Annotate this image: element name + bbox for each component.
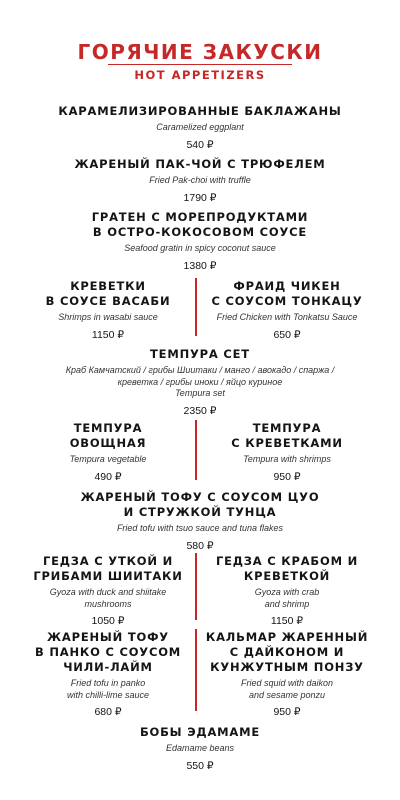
section-title: ГОРЯЧИЕ ЗАКУСКИ — [77, 40, 323, 64]
dish-name-ru: ФРАИД ЧИКЕН С СОУСОМ ТОНКАЦУ — [211, 279, 363, 308]
dish-name-ru: ТЕМПУРА С КРЕВЕТКАМИ — [231, 421, 343, 450]
menu-item — [30, 157, 370, 204]
dish-name-en: Shrimps in wasabi sauce — [58, 312, 158, 322]
dish-name-ru: ЖАРЕНЫЙ ТОФУ С СОУСОМ ЦУО И СТРУЖКОЙ ТУНЦА — [80, 490, 320, 519]
dish-price: 650 ₽ — [273, 328, 301, 341]
dish-name-en: Tempura with shrimps — [243, 454, 331, 464]
dish-name-en: Gyoza with duck and shiitake mushrooms — [49, 587, 167, 609]
dish-name-ru: КАЛЬМАР ЖАРЕННЫЙ С ДАЙКОНОМ И КУНЖУТНЫМ ПОНЗУ — [205, 630, 369, 674]
dish-name-ru: ГЕДЗА С УТКОЙ И ГРИБАМИ ШИИТАКИ — [33, 554, 183, 583]
dish-name-en: Fried squid with daikon and sesame ponzu — [240, 678, 334, 700]
dish-price: 1790 ₽ — [183, 191, 217, 204]
dish-price: 680 ₽ — [94, 706, 122, 718]
column-divider — [195, 420, 197, 480]
menu-item — [202, 554, 372, 627]
title-divider — [108, 64, 292, 65]
dish-name-en: Edamame beans — [165, 743, 235, 753]
dish-name-en: Seafood gratin in spicy coconut sauce — [124, 243, 276, 253]
dish-price: 550 ₽ — [186, 759, 214, 772]
dish-name-en: Fried tofu in panko with chilli-lime sauce — [66, 678, 150, 700]
dish-price: 1380 ₽ — [183, 259, 217, 272]
dish-price: 1150 ₽ — [91, 328, 125, 341]
dish-name-ru: ЖАРЕНЫЙ ПАК-ЧОЙ С ТРЮФЕЛЕМ — [74, 157, 326, 171]
menu-item — [20, 347, 380, 417]
dish-name-en: Gyoza with crab and shrimp — [254, 587, 320, 609]
dish-name-en: Tempura vegetable — [69, 454, 147, 464]
menu-item — [30, 725, 370, 772]
menu-item — [28, 279, 188, 341]
menu-item — [202, 421, 372, 483]
dish-price: 2350 ₽ — [183, 404, 217, 417]
column-divider — [195, 278, 197, 336]
menu-item — [30, 210, 370, 272]
dish-name-en: Fried Chicken with Tonkatsu Sauce — [216, 312, 358, 322]
column-divider — [195, 553, 197, 620]
menu-item — [28, 421, 188, 483]
dish-name-ru: КАРАМЕЛИЗИРОВАННЫЕ БАКЛАЖАНЫ — [58, 104, 342, 118]
dish-price: 490 ₽ — [94, 470, 122, 483]
dish-price: 540 ₽ — [186, 138, 214, 151]
dish-description: Краб Камчатский / грибы Шиитаки / манго / авокадо / спаржа / креветка / грибы иноки / яйцо куриное Tempura set — [65, 365, 335, 398]
dish-name-ru: КРЕВЕТКИ В СОУСЕ ВАСАБИ — [45, 279, 171, 308]
dish-price: 580 ₽ — [186, 539, 214, 552]
menu-item — [28, 630, 188, 718]
menu-item — [30, 490, 370, 552]
section-subtitle: HOT APPETIZERS — [134, 68, 266, 82]
dish-name-ru: ГРАТЕН С МОРЕПРОДУКТАМИ В ОСТРО-КОКОСОВОМ СОУСЕ — [91, 210, 309, 239]
dish-price: 950 ₽ — [273, 706, 301, 718]
dish-name-en: Fried Pak-choi with truffle — [149, 175, 251, 185]
menu-item — [28, 554, 188, 627]
menu-item — [202, 279, 372, 341]
dish-name-ru: БОБЫ ЭДАМАМЕ — [139, 725, 261, 739]
dish-price: 950 ₽ — [273, 470, 301, 483]
dish-name-en: Fried tofu with tsuo sauce and tuna flakes — [116, 523, 284, 533]
dish-price: 1050 ₽ — [91, 615, 125, 627]
dish-name-ru: ТЕМПУРА ОВОЩНАЯ — [69, 421, 147, 450]
dish-price: 1150 ₽ — [270, 615, 304, 627]
dish-name-ru: ГЕДЗА С КРАБОМ И КРЕВЕТКОЙ — [215, 554, 359, 583]
dish-name-en: Caramelized eggplant — [156, 122, 244, 132]
menu-item — [30, 104, 370, 151]
dish-name-ru: ЖАРЕНЫЙ ТОФУ В ПАНКО С СОУСОМ ЧИЛИ-ЛАЙМ — [34, 630, 182, 674]
column-divider — [195, 629, 197, 711]
dish-name-ru: ТЕМПУРА СЕТ — [150, 347, 250, 361]
menu-item — [202, 630, 372, 718]
